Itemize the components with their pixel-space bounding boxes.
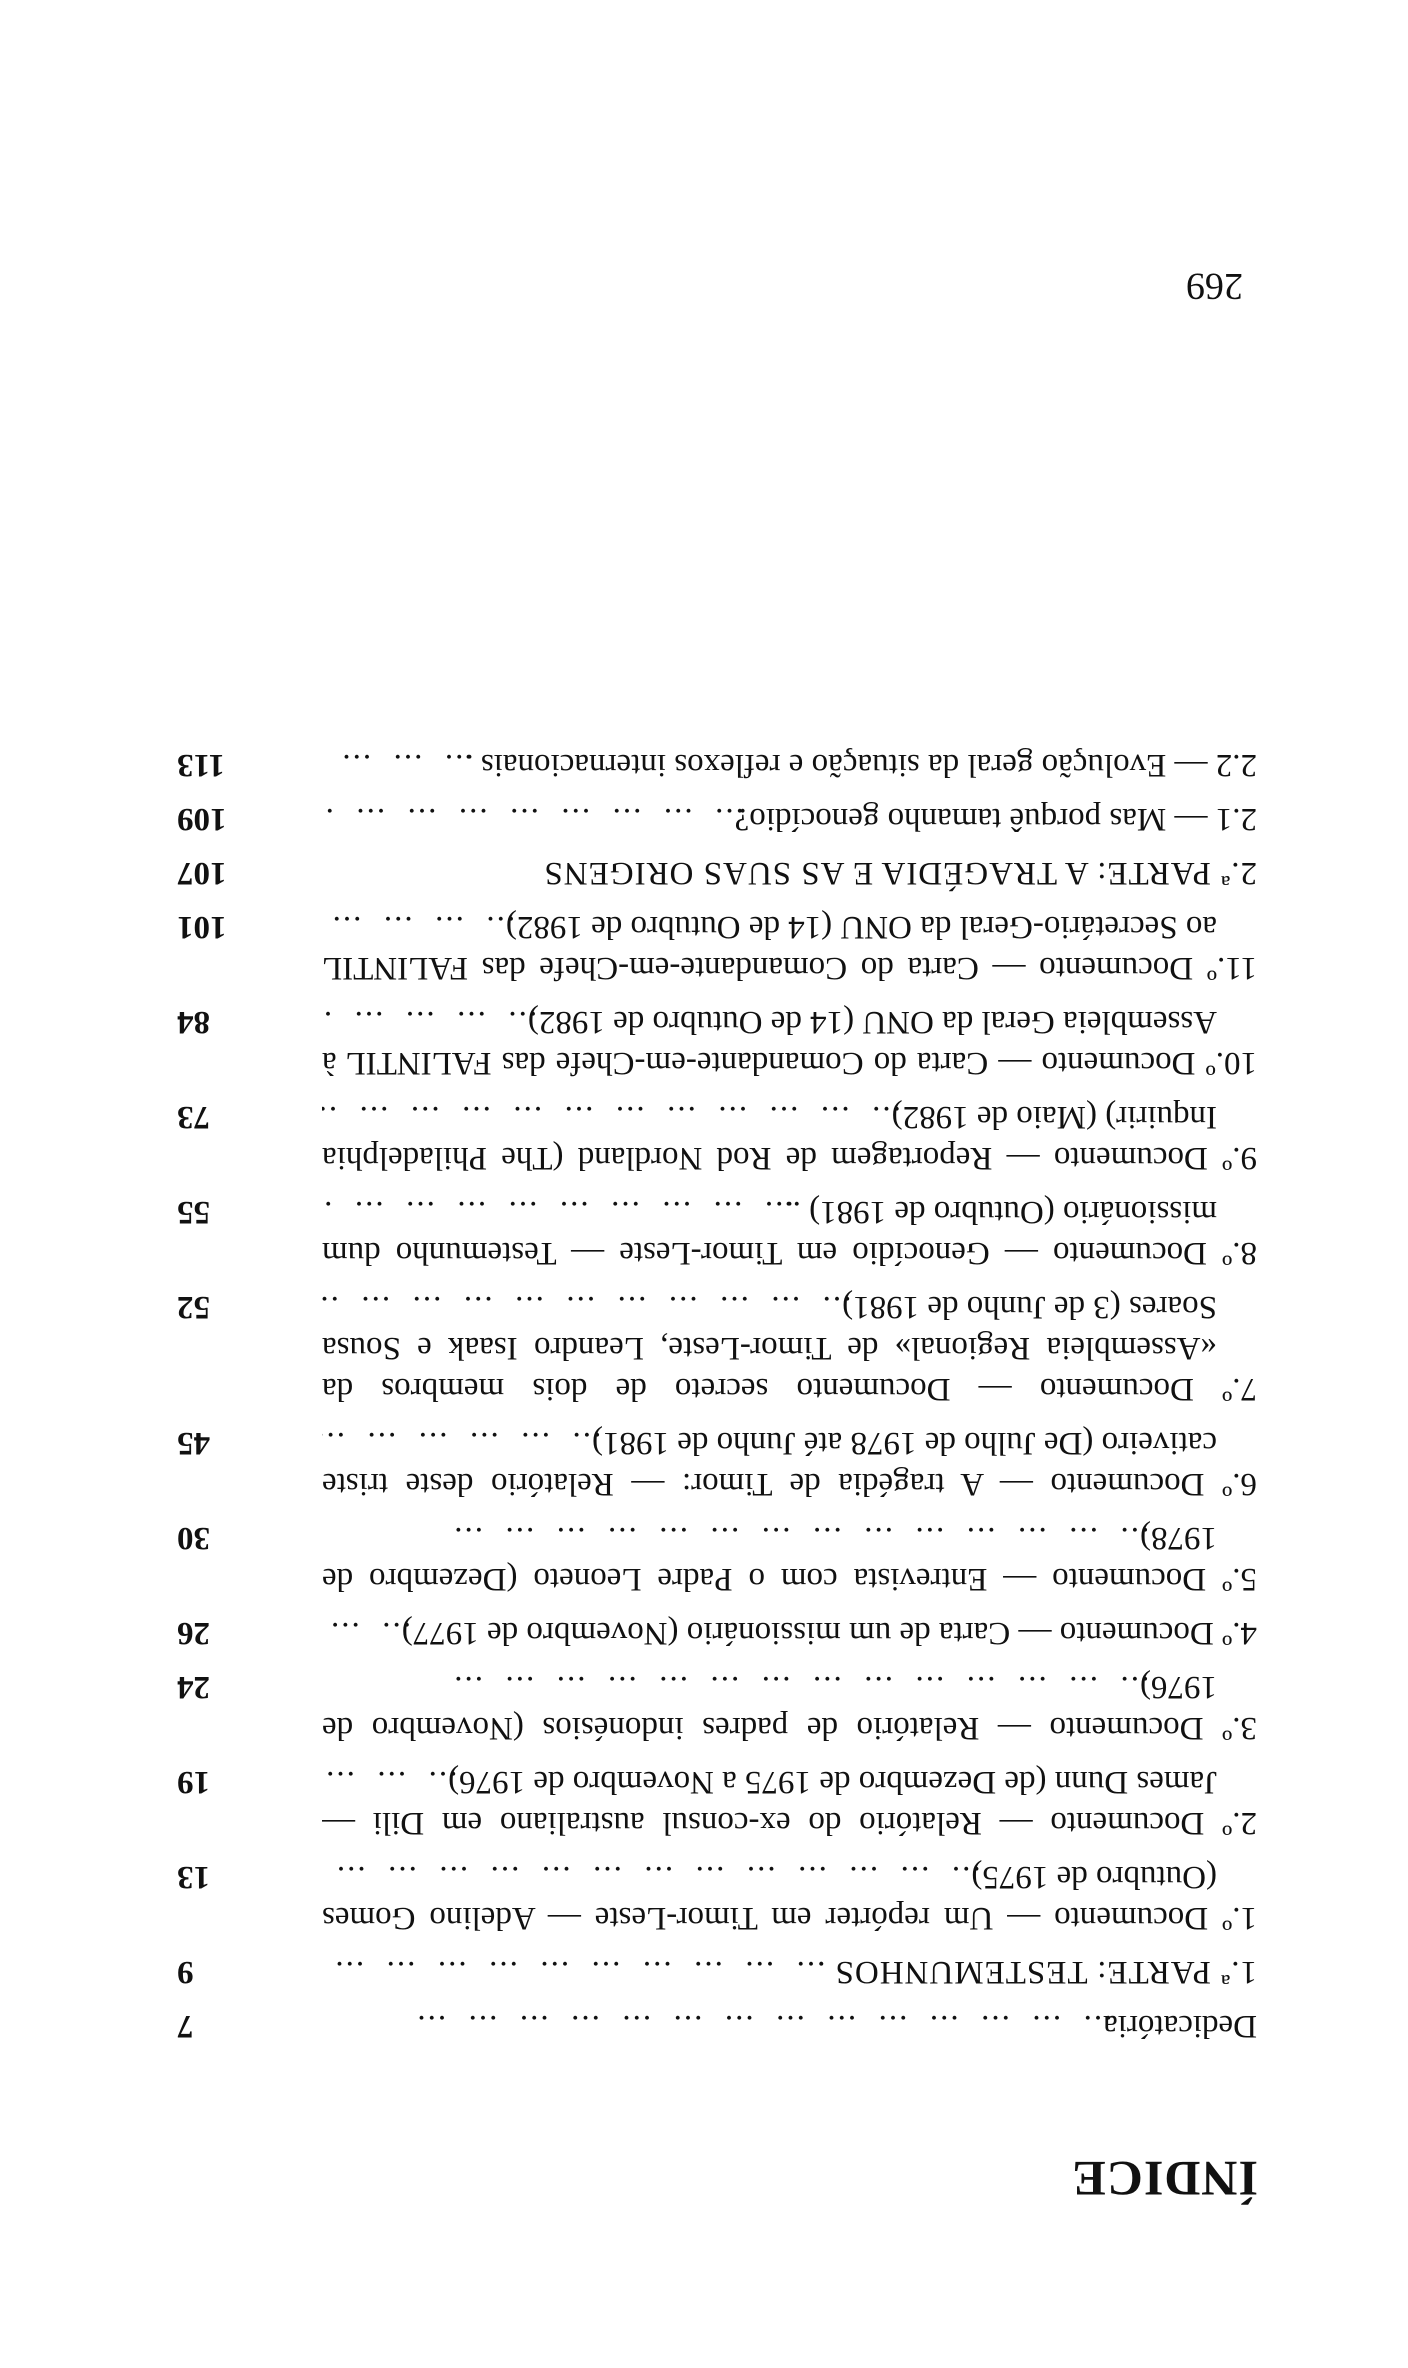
- toc-entry-title: 7.º Documento — Documento secreto de dois membros da «Assembleia Regional» de Timor-Leste, Leandro Isaak e Sousa Soares (3 de Junho de 1981) ...: [322, 1289, 1257, 1407]
- toc-entry-title-box: [322, 906, 1257, 988]
- toc-entry-title: 2.º Documento — Relatório do ex-consul australiano em Dili — James Dunn (de Dezembro de 1975 a Novembro de 1976) ...: [322, 1764, 1257, 1841]
- toc-entry-title-box: [322, 1096, 1257, 1178]
- toc-entry-title: 8.º Documento — Genocídio em Timor-Leste — Testemunho dum missionário (Outubro de 1981) .. ...: [322, 1194, 1257, 1271]
- toc-entry: [177, 1612, 1257, 1653]
- toc-entry-page: 84: [177, 1004, 210, 1040]
- toc-entry-page: 101: [177, 909, 227, 945]
- toc-entry-page: 7: [177, 2008, 194, 2044]
- toc-entry: [177, 1191, 1257, 1273]
- toc-entry-title: 2.1 — Mas porquê tamanho genocídio? ...: [735, 801, 1257, 837]
- toc-entry-title-box: [322, 1856, 1257, 1938]
- toc-entry-title-box: [322, 1422, 1257, 1504]
- toc-entry: [177, 906, 1257, 988]
- toc-entry-title: Dedicatória ...: [1103, 2008, 1257, 2044]
- toc-entry-title-box: [322, 1517, 1257, 1599]
- toc-entry-title: 4.º Documento — Carta de um missionário (Novembro de 1977) ...: [402, 1615, 1257, 1651]
- page-number: 269: [1186, 265, 1243, 307]
- toc-entry-title-box: [322, 744, 1257, 785]
- toc-entry-page: 109: [177, 801, 227, 837]
- toc-entry-title-box: [322, 1761, 1257, 1843]
- toc-entry-title: 1.ª PARTE: TESTEMUNHOS . ...: [816, 1954, 1257, 1990]
- toc-entry-title: 2.2 — Evolução geral da situação e reflexos internacionais . ...: [464, 747, 1257, 783]
- toc-entry-page: 24: [177, 1669, 210, 1705]
- toc-entry: [177, 744, 1257, 785]
- toc-entry-title-box: [322, 1286, 1257, 1409]
- toc-entry-title-box: [322, 1001, 1257, 1083]
- toc-entry: [177, 1856, 1257, 1938]
- toc-entry: [177, 1517, 1257, 1599]
- toc-entry-title: 1.º Documento — Um repórter em Timor-Leste — Adelino Gomes (Outubro de 1975) ...: [322, 1859, 1257, 1936]
- toc-entry-page: 55: [177, 1194, 210, 1230]
- page-title: ÍNDICE: [1071, 2151, 1258, 2207]
- toc-entry-page: 13: [177, 1859, 210, 1895]
- toc-entry: [177, 1761, 1257, 1843]
- toc-entry-page: 9: [177, 1954, 194, 1990]
- toc-entry-title: 5.º Documento — Entrevista com o Padre Leoneto (Dezembro de 1978) ...: [322, 1520, 1257, 1597]
- toc-entry-page: 73: [177, 1099, 210, 1135]
- toc-entry-title: 6.º Documento — A tragédia de Timor: — Relatório deste triste cativeiro (De Julho de 1978 até Junho de 1981) ...: [322, 1425, 1257, 1502]
- toc-entry: [177, 852, 1257, 893]
- toc-entry-title-box: [322, 1191, 1257, 1273]
- toc-entry: [177, 798, 1257, 839]
- toc-entry-title-box: [322, 798, 1257, 839]
- toc-entry-page: 107: [177, 855, 227, 891]
- toc-entry-title-box: [322, 1666, 1257, 1748]
- toc-entry: [177, 2005, 1257, 2046]
- toc-entry-page: 19: [177, 1764, 210, 1800]
- toc-entry-title: 10.º Documento — Carta do Comandante-em-Chefe das FALINTIL à Assembleia Geral da ONU (14 de Outubro de 1982) ...: [322, 1004, 1257, 1081]
- toc-entry-title-box: [322, 1612, 1257, 1653]
- toc-entry-title-box: [322, 2005, 1257, 2046]
- toc-entry-title-box: [322, 852, 1257, 893]
- toc-entry: [177, 1096, 1257, 1178]
- toc-entry-title: 3.º Documento — Relatório de padres indonésios (Novembro de 1976) ...: [322, 1669, 1257, 1746]
- table-of-contents: [177, 731, 1257, 2046]
- toc-entry-page: 30: [177, 1520, 210, 1556]
- toc-entry: [177, 1666, 1257, 1748]
- toc-entry-page: 45: [177, 1425, 210, 1461]
- toc-entry-title: 11.º Documento — Carta do Comandante-em-Chefe das FALINTIL ao Secretário-Geral da ONU (14 de Outubro de 1982) ...: [322, 909, 1257, 986]
- toc-entry-page: 113: [177, 747, 225, 783]
- toc-entry: [177, 1286, 1257, 1409]
- toc-entry-page: 52: [177, 1289, 210, 1325]
- toc-entry-page: 26: [177, 1615, 210, 1651]
- toc-entry-title: 2.ª PARTE: A TRAGÉDIA E AS SUAS ORIGENS: [543, 855, 1257, 891]
- toc-entry: [177, 1422, 1257, 1504]
- toc-entry-title: 9.º Documento — Reportagem de Rod Nordland (The Philadelphia Inquirir) (Maio de 1982) ...: [322, 1099, 1257, 1176]
- toc-entry-title-box: [322, 1951, 1257, 1992]
- toc-entry: [177, 1951, 1257, 1992]
- toc-entry: [177, 1001, 1257, 1083]
